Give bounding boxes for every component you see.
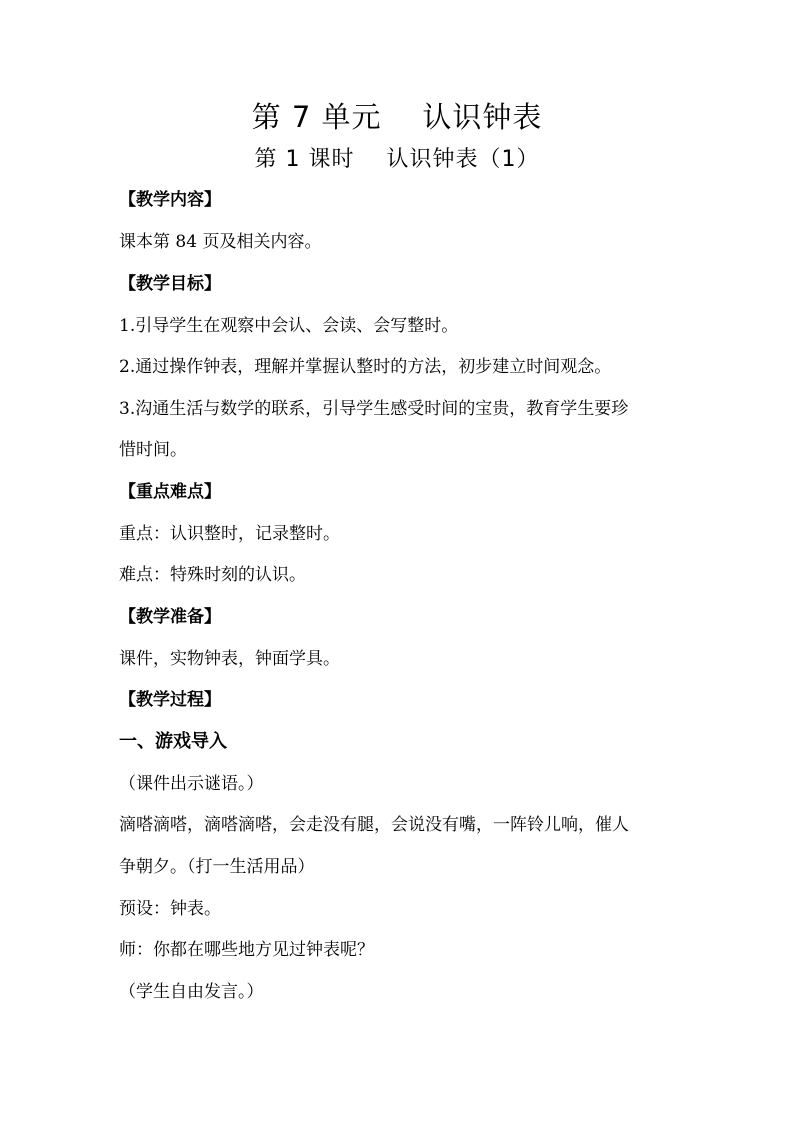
student-response-note: （学生自由发言。）: [119, 982, 264, 1002]
section-heading-key-points: 【重点难点】: [119, 482, 221, 502]
goal-item-3-continued: 惜时间。: [119, 440, 187, 460]
section-heading-goals: 【教学目标】: [119, 274, 221, 294]
goal-item-1: 1.引导学生在观察中会认、会读、会写整时。: [119, 316, 459, 336]
content-text: 课本第 84 页及相关内容。: [119, 232, 322, 252]
teacher-question: 师：你都在哪些地方见过钟表呢？: [119, 940, 374, 960]
riddle-line-2: 争朝夕。（打一生活用品）: [119, 857, 315, 877]
section-heading-content: 【教学内容】: [119, 190, 221, 210]
process-line-1: （课件出示谜语。）: [119, 774, 264, 794]
key-point-text: 重点：认识整时，记录整时。: [119, 524, 340, 544]
answer-preset: 预设：钟表。: [119, 899, 221, 919]
unit-title: 第 7 单元 认识钟表: [251, 100, 543, 134]
preparation-text: 课件，实物钟表，钟面学具。: [119, 649, 340, 669]
section-heading-process: 【教学过程】: [119, 690, 221, 710]
lesson-subtitle: 第 1 课时 认识钟表（1）: [254, 147, 540, 172]
goal-item-3: 3.沟通生活与数学的联系，引导学生感受时间的宝贵，教育学生要珍: [119, 399, 629, 419]
riddle-line-1: 滴嗒滴嗒，滴嗒滴嗒，会走没有腿，会说没有嘴，一阵铃儿响，催人: [119, 815, 629, 835]
section-heading-preparation: 【教学准备】: [119, 607, 221, 627]
process-part-title: 一、游戏导入: [119, 731, 227, 752]
difficult-point-text: 难点：特殊时刻的认识。: [119, 565, 306, 585]
goal-item-2: 2.通过操作钟表，理解并掌握认整时的方法，初步建立时间观念。: [119, 357, 612, 377]
